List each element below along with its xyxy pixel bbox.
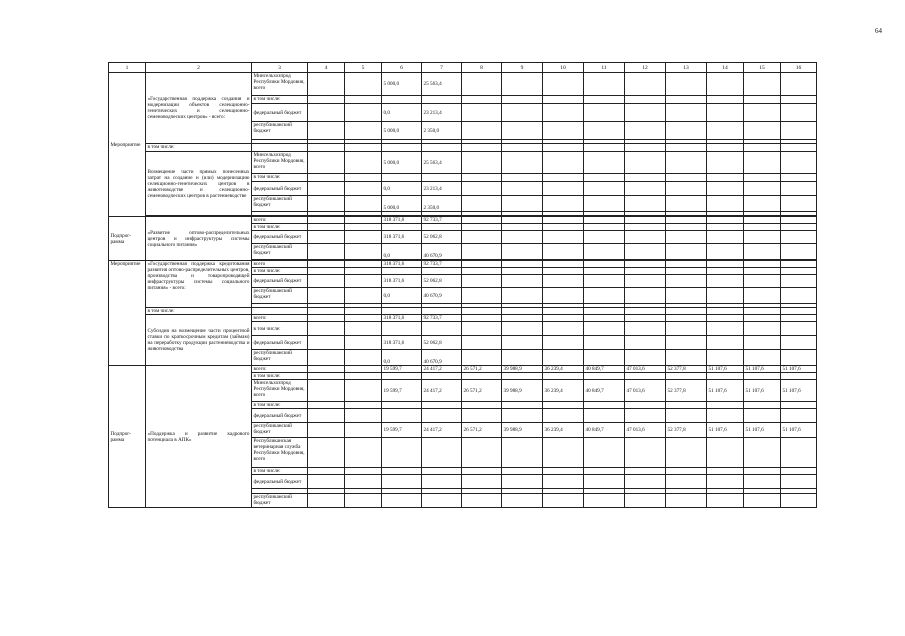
column-header: 4 bbox=[308, 63, 345, 73]
value-cell: 24 417,2 bbox=[422, 380, 462, 402]
column-header: 6 bbox=[382, 63, 422, 73]
value-cell: 19 599,7 bbox=[382, 423, 422, 438]
measure-description: «Развитие оптово-распределительных центров и инфраструктуры системы социального питания» bbox=[146, 217, 252, 261]
source-label: Минсельхозпрод Республики Мордовия, всего bbox=[252, 380, 308, 402]
table-row bbox=[109, 261, 817, 268]
source-label: федеральный бюджет bbox=[252, 104, 308, 122]
value-cell: 36 239,4 bbox=[543, 366, 584, 373]
source-label: всего bbox=[252, 261, 308, 268]
source-label: всего: bbox=[252, 217, 308, 224]
value-cell: 51 107,6 bbox=[781, 423, 817, 438]
value-cell: 47 013,6 bbox=[625, 380, 666, 402]
value-cell: 47 013,6 bbox=[625, 423, 666, 438]
value-cell: 0,0 bbox=[382, 104, 422, 122]
column-header: 9 bbox=[502, 63, 543, 73]
column-header: 7 bbox=[422, 63, 462, 73]
column-header: 3 bbox=[252, 63, 308, 73]
value-cell: 0,0 bbox=[382, 350, 422, 366]
measure-description: в том числе: bbox=[146, 308, 252, 315]
value-cell: 19 599,7 bbox=[382, 366, 422, 373]
value-cell: 2 350,0 bbox=[422, 122, 462, 140]
source-label: республиканский бюджет bbox=[252, 494, 308, 508]
value-cell: 318 371,6 bbox=[382, 261, 422, 268]
table-row bbox=[109, 315, 817, 322]
value-cell: 318 371,6 bbox=[382, 336, 422, 350]
value-cell: 36 239,4 bbox=[543, 423, 584, 438]
source-label: федеральный бюджет bbox=[252, 275, 308, 288]
value-cell: 318 371,6 bbox=[382, 217, 422, 224]
source-label: в том числе: bbox=[252, 322, 308, 336]
value-cell: 24 417,2 bbox=[422, 366, 462, 373]
value-cell: 23 213,4 bbox=[422, 104, 462, 122]
source-label: республиканский бюджет bbox=[252, 350, 308, 366]
value-cell: 51 107,6 bbox=[781, 380, 817, 402]
value-cell: 26 571,2 bbox=[462, 380, 502, 402]
column-header: 12 bbox=[625, 63, 666, 73]
source-label: в том числе: bbox=[252, 373, 308, 380]
column-header: 8 bbox=[462, 63, 502, 73]
source-label: федеральный бюджет bbox=[252, 409, 308, 423]
value-cell: 23 213,4 bbox=[422, 182, 462, 196]
column-header: 13 bbox=[666, 63, 707, 73]
value-cell: 47 013,6 bbox=[625, 366, 666, 373]
table-row bbox=[109, 308, 817, 315]
value-cell: 19 599,7 bbox=[382, 380, 422, 402]
value-cell: 0,0 bbox=[382, 182, 422, 196]
source-label: республиканский бюджет bbox=[252, 196, 308, 212]
source-label: Минсельхозпрод Республики Мордовия, всего bbox=[252, 73, 308, 96]
value-cell: 51 107,6 bbox=[744, 380, 781, 402]
value-cell: 0,0 bbox=[382, 288, 422, 304]
source-label: республиканский бюджет bbox=[252, 244, 308, 260]
column-header: 2 bbox=[146, 63, 252, 73]
value-cell: 51 107,6 bbox=[707, 423, 744, 438]
value-cell: 39 988,9 bbox=[502, 423, 543, 438]
value-cell: 0,0 bbox=[382, 244, 422, 260]
value-cell: 52 062,8 bbox=[422, 275, 462, 288]
value-cell: 40 670,9 bbox=[422, 350, 462, 366]
value-cell: 40 670,9 bbox=[422, 244, 462, 260]
source-label: в том числе: bbox=[252, 402, 308, 409]
measure-description: «Государственная поддержка кредитования развития оптово-распределительных центров, производства и товаропроводящей инфраструктуры системы социального питания» - всего: bbox=[146, 261, 252, 308]
row-type-label: Мероприятие bbox=[109, 261, 146, 366]
measure-description: «Поддержка и развитие кадрового потенциала в АПК» bbox=[146, 366, 252, 508]
value-cell: 51 107,6 bbox=[744, 366, 781, 373]
source-label: в том числе: bbox=[252, 224, 308, 231]
source-label: Республиканская ветеринарная служба Республики Мордовия, всего bbox=[252, 438, 308, 468]
measure-description: Возмещение части прямых понесенных затрат на создание и (или) модернизацию селекционно-генетических центров в животноводстве и селекционно-семеноводческих центров в растениеводстве bbox=[146, 152, 252, 216]
value-cell: 5 000,0 bbox=[382, 73, 422, 96]
value-cell: 51 107,6 bbox=[744, 423, 781, 438]
value-cell: 92 733,7 bbox=[422, 261, 462, 268]
column-header: 1 bbox=[109, 63, 146, 73]
value-cell: 36 239,4 bbox=[543, 380, 584, 402]
table-row bbox=[109, 217, 817, 224]
source-label: федеральный бюджет bbox=[252, 182, 308, 196]
value-cell: 40 670,9 bbox=[422, 288, 462, 304]
column-header: 14 bbox=[707, 63, 744, 73]
column-header: 16 bbox=[781, 63, 817, 73]
source-label: федеральный бюджет bbox=[252, 475, 308, 489]
source-label: в том числе: bbox=[252, 174, 308, 182]
value-cell: 26 571,2 bbox=[462, 366, 502, 373]
source-label: в том числе: bbox=[252, 468, 308, 475]
source-label: республиканский бюджет bbox=[252, 122, 308, 140]
measure-description: Субсидия на возмещение части процентной ставки по краткосрочным кредитам (займам) на переработку продукции растениеводства и животноводства bbox=[146, 315, 252, 366]
value-cell: 52 377,8 bbox=[666, 380, 707, 402]
value-cell: 51 107,6 bbox=[707, 366, 744, 373]
column-header: 11 bbox=[584, 63, 625, 73]
column-header: 15 bbox=[744, 63, 781, 73]
value-cell: 318 371,6 bbox=[382, 315, 422, 322]
value-cell: 5 000,0 bbox=[382, 196, 422, 212]
value-cell: 39 988,9 bbox=[502, 366, 543, 373]
budget-table bbox=[108, 62, 817, 508]
source-label: всего: bbox=[252, 315, 308, 322]
value-cell: 318 371,6 bbox=[382, 275, 422, 288]
value-cell: 51 107,6 bbox=[707, 380, 744, 402]
row-type-label: Подпрог-рамма bbox=[109, 217, 146, 261]
measure-description: «Государственная поддержка создания и модернизации объектов селекционно-генетических и селекционно-семеноводческих центров» - всего: bbox=[146, 73, 252, 144]
value-cell: 24 417,2 bbox=[422, 423, 462, 438]
source-label: республиканский бюджет bbox=[252, 423, 308, 438]
table-row bbox=[109, 366, 817, 373]
measure-description: в том числе: bbox=[146, 144, 252, 152]
row-type-label: Подпрог-рамма bbox=[109, 366, 146, 508]
value-cell: 40 849,7 bbox=[584, 423, 625, 438]
value-cell: 92 733,7 bbox=[422, 217, 462, 224]
value-cell: 52 062,8 bbox=[422, 231, 462, 244]
value-cell: 39 988,9 bbox=[502, 380, 543, 402]
value-cell: 51 107,6 bbox=[781, 366, 817, 373]
value-cell: 40 849,7 bbox=[584, 366, 625, 373]
source-label: всего: bbox=[252, 366, 308, 373]
source-label: республиканский бюджет bbox=[252, 288, 308, 304]
value-cell: 5 000,0 bbox=[382, 122, 422, 140]
source-label: Минсельхозпрод Республики Мордовия, всего bbox=[252, 152, 308, 174]
value-cell: 92 733,7 bbox=[422, 315, 462, 322]
table-row bbox=[109, 152, 817, 174]
value-cell: 318 371,6 bbox=[382, 231, 422, 244]
value-cell: 25 563,4 bbox=[422, 152, 462, 174]
column-header: 10 bbox=[543, 63, 584, 73]
value-cell: 26 571,2 bbox=[462, 423, 502, 438]
value-cell: 52 377,8 bbox=[666, 423, 707, 438]
value-cell: 52 062,8 bbox=[422, 336, 462, 350]
table-row bbox=[109, 144, 817, 152]
source-label: федеральный бюджет bbox=[252, 231, 308, 244]
value-cell: 5 000,0 bbox=[382, 152, 422, 174]
source-label: в том числе: bbox=[252, 268, 308, 275]
value-cell: 2 350,0 bbox=[422, 196, 462, 212]
value-cell: 52 377,8 bbox=[666, 366, 707, 373]
page-number: 64 bbox=[875, 27, 882, 35]
value-cell: 25 563,4 bbox=[422, 73, 462, 96]
row-type-label: Мероприятие bbox=[109, 73, 146, 217]
column-header: 5 bbox=[345, 63, 382, 73]
table-row bbox=[109, 73, 817, 96]
value-cell: 40 849,7 bbox=[584, 380, 625, 402]
source-label: федеральный бюджет bbox=[252, 336, 308, 350]
header-row bbox=[109, 63, 817, 73]
source-label: в том числе: bbox=[252, 96, 308, 104]
